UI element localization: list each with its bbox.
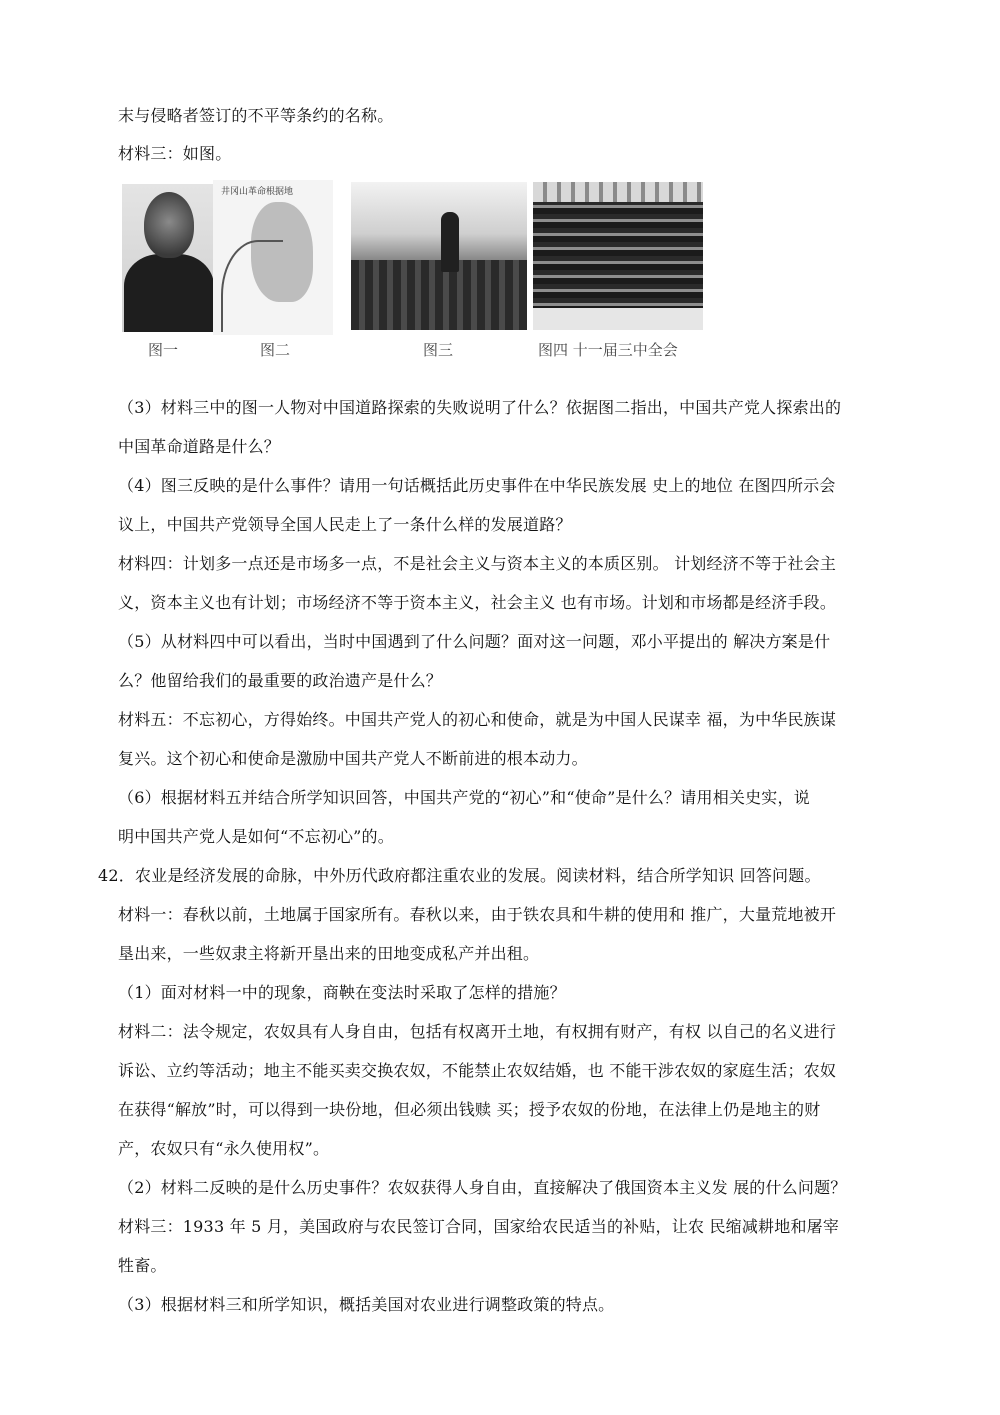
text-line: 垦出来，一些奴隶主将新开垦出来的田地变成私产并出租。 — [118, 944, 540, 963]
question-42-2: （2）材料二反映的是什么历史事件？农奴获得人身自由，直接解决了俄国资本主义发 展的什么问题？ — [118, 1178, 847, 1197]
text-line: 中国革命道路是什么？ — [118, 437, 281, 456]
text-line: 牲畜。 — [118, 1256, 167, 1275]
text-line: 义，资本主义也有计划；市场经济不等于资本主义，社会主义 也有市场。计划和市场都是经济手段。 — [118, 593, 837, 612]
material-five: 材料五：不忘初心，方得始终。中国共产党人的初心和使命，就是为中国人民谋幸 福，为中华民族谋 — [118, 710, 837, 729]
figure-caption: 图一 — [148, 341, 179, 359]
question-5: （5）从材料四中可以看出，当时中国遇到了什么问题？面对这一问题，邓小平提出的 解决方案是什 — [118, 632, 831, 651]
question-3: （3）材料三中的图一人物对中国道路探索的失败说明了什么？依据图二指出，中国共产党人探索出的 — [118, 398, 842, 417]
question-42-1: （1）面对材料一中的现象，商鞅在变法时采取了怎样的措施？ — [118, 983, 566, 1002]
material-three-42: 材料三：1933 年 5 月，美国政府与农民签订合同，国家给农民适当的补贴，让农 民缩减耕地和屠宰 — [118, 1217, 840, 1236]
text-line: 在获得“解放”时，可以得到一块份地，但必须出钱赎 买；授予农奴的份地，在法律上仍是地主的财 — [118, 1100, 821, 1119]
question-42-3: （3）根据材料三和所学知识，概括美国对农业进行调整政策的特点。 — [118, 1295, 615, 1314]
material-one: 材料一：春秋以前，土地属于国家所有。春秋以来，由于铁农具和牛耕的使用和 推广，大量荒地被开 — [118, 905, 837, 924]
map-title: 井冈山革命根据地 — [221, 187, 294, 197]
text-line: 么？他留给我们的最重要的政治遗产是什么？ — [118, 671, 443, 690]
text-line: 产，农奴只有“永久使用权”。 — [118, 1139, 330, 1158]
text-line: 议上，中国共产党领导全国人民走上了一条什么样的发展道路？ — [118, 515, 572, 534]
material-two: 材料二：法令规定，农奴具有人身自由，包括有权离开土地，有权拥有财产，有权 以自己的名义进行 — [118, 1022, 837, 1041]
map-figure-2 — [213, 180, 333, 335]
figure-caption: 图二 — [260, 341, 291, 359]
figure-caption: 图四 十一届三中全会 — [538, 341, 678, 359]
text-line: 复兴。这个初心和使命是激励中国共产党人不断前进的根本动力。 — [118, 749, 588, 768]
question-6: （6）根据材料五并结合所学知识回答，中国共产党的“初心”和“使命”是什么？请用相关史实，说 — [118, 788, 810, 807]
material-four: 材料四：计划多一点还是市场多一点，不是社会主义与资本主义的本质区别。 计划经济不等于社会主 — [118, 554, 837, 573]
question-42-title: 42．农业是经济发展的命脉，中外历代政府都注重农业的发展。阅读材料，结合所学知识 回答问题。 — [98, 866, 821, 885]
figure-caption: 图三 — [423, 341, 454, 359]
text-line: 末与侵略者签订的不平等条约的名称。 — [118, 106, 394, 125]
text-line: 诉讼、立约等活动；地主不能买卖交换农奴，不能禁止农奴结婚，也 不能干涉农奴的家庭生活；农奴 — [118, 1061, 837, 1080]
ceremony-photo-figure-3 — [351, 182, 527, 330]
portrait-photo-figure-1 — [122, 184, 216, 332]
material-three-figures — [118, 180, 718, 362]
material-three-heading: 材料三：如图。 — [118, 144, 232, 163]
conference-photo-figure-4 — [533, 182, 703, 330]
question-4: （4）图三反映的是什么事件？请用一句话概括此历史事件在中华民族发展 史上的地位 在图四所示会 — [118, 476, 836, 495]
text-line: 明中国共产党人是如何“不忘初心”的。 — [118, 827, 394, 846]
